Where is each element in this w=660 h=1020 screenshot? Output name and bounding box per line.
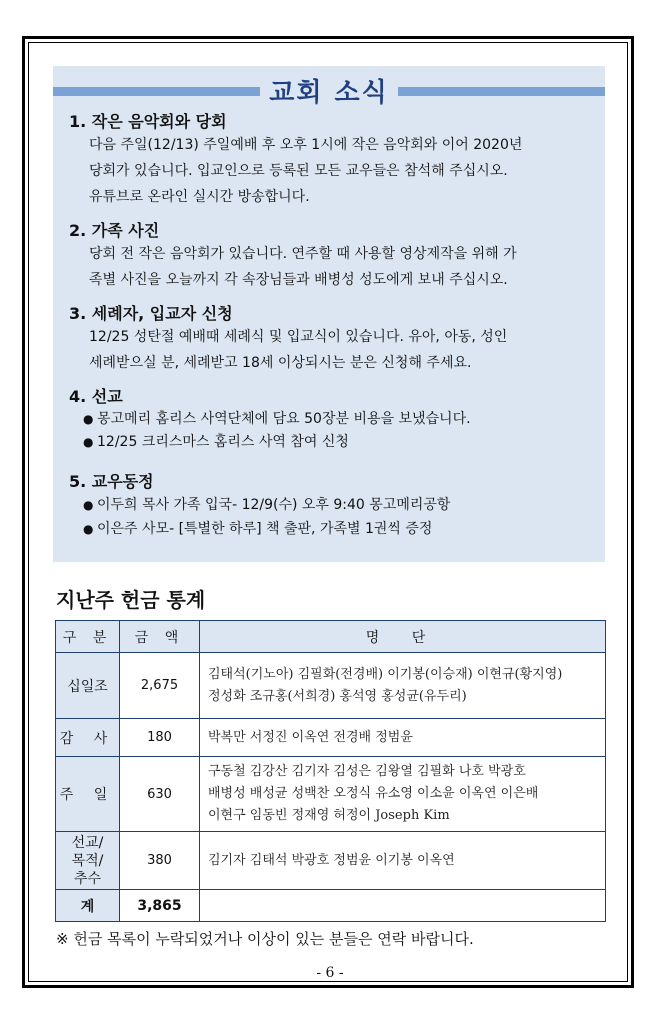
section-1-body [89, 132, 589, 210]
row-category: 주 일 [56, 757, 120, 832]
table-header-row [56, 621, 606, 653]
section-1-line: 유튜브로 온라인 실시간 방송합니다. [89, 189, 310, 205]
bullet-dot-icon: ● [83, 435, 94, 449]
title-bar-left [53, 87, 260, 96]
section-3-body [89, 324, 589, 376]
header-amount: 금 액 [120, 621, 200, 653]
section-5-bullet [83, 518, 432, 540]
row-names [200, 757, 606, 832]
offering-title: 지난주 헌금 통계 [56, 588, 206, 612]
bullet-text: 이은주 사모- [특별한 하루] 책 출판, 가족별 1권씩 증정 [97, 521, 433, 537]
category-line: 선교/ [71, 834, 104, 851]
bullet-text: 12/25 크리스마스 홈리스 사역 참여 신청 [97, 434, 349, 450]
section-2-body [89, 241, 589, 293]
table-row [56, 719, 606, 757]
names-line: 정성화 조규홍(서희경) 홍석영 홍성균(유두리) [208, 688, 467, 704]
section-2-line: 족별 사진을 오늘까지 각 속장님들과 배병성 성도에게 보내 주십시오. [89, 272, 508, 288]
row-names [200, 653, 606, 719]
bullet-text: 몽고메리 홈리스 사역단체에 담요 50장분 비용을 보냈습니다. [97, 411, 471, 427]
row-category [56, 832, 120, 890]
section-3-line: 세례받으실 분, 세례받고 18세 이상되시는 분은 신청해 주세요. [89, 355, 472, 371]
header-names: 명 단 [200, 621, 606, 653]
names-line: 이현구 임동빈 정재영 허정이 Joseph Kim [208, 808, 450, 823]
bullet-text: 이두희 목사 가족 입국- 12/9(수) 오후 9:40 몽고메리공항 [97, 497, 451, 513]
row-amount: 630 [120, 757, 200, 832]
total-label: 계 [56, 890, 120, 922]
section-2-heading: 2. 가족 사진 [69, 221, 160, 240]
names-line: 김태석(기노아) 김필화(전경배) 이기봉(이승재) 이현규(황지영) [208, 666, 563, 682]
category-line: 추수 [73, 870, 102, 887]
total-amount: 3,865 [120, 890, 200, 922]
row-category: 십일조 [56, 653, 120, 719]
bullet-dot-icon: ● [83, 498, 94, 512]
section-5-bullet [83, 494, 450, 516]
section-4-bullet [83, 408, 471, 430]
names-line: 구동철 김강산 김기자 김성은 김왕열 김필화 나호 박광호 [208, 764, 526, 779]
section-1-line: 다음 주일(12/13) 주일예배 후 오후 1시에 작은 음악회와 이어 2020년 [89, 137, 523, 153]
offering-table [55, 620, 606, 922]
table-total-row [56, 890, 606, 922]
row-category: 감 사 [56, 719, 120, 757]
bullet-dot-icon: ● [83, 522, 94, 536]
row-amount: 180 [120, 719, 200, 757]
title-bar-right [398, 87, 605, 96]
church-news-box [53, 66, 605, 562]
section-3-heading: 3. 세례자, 입교자 신청 [69, 304, 233, 323]
section-3-line: 12/25 성탄절 예배때 세례식 및 입교식이 있습니다. 유아, 아동, 성인 [89, 329, 508, 345]
total-empty-cell [200, 890, 606, 922]
table-row [56, 757, 606, 832]
category-line: 목적/ [71, 852, 104, 869]
row-names [200, 832, 606, 890]
table-row [56, 653, 606, 719]
news-title: 교회 소식 [269, 78, 389, 108]
header-category: 구 분 [56, 621, 120, 653]
bullet-dot-icon: ● [83, 412, 94, 426]
names-line: 배병성 배성균 성백찬 오정식 유소영 이소윤 이옥연 이은배 [208, 786, 539, 801]
section-4-bullet [83, 431, 349, 453]
row-names [200, 719, 606, 757]
section-5-heading: 5. 교우동정 [69, 472, 154, 491]
page-number: - 6 - [316, 965, 344, 981]
table-row [56, 832, 606, 890]
names-line: 박복만 서정진 이옥연 전경배 정범윤 [208, 729, 413, 745]
names-line: 김기자 김태석 박광호 정범윤 이기봉 이옥연 [208, 852, 455, 868]
section-4-heading: 4. 선교 [69, 387, 123, 406]
section-1-line: 당회가 있습니다. 입교인으로 등록된 모든 교우들은 참석해 주십시오. [89, 163, 508, 179]
section-2-line: 당회 전 작은 음악회가 있습니다. 연주할 때 사용할 영상제작을 위해 가 [89, 246, 517, 262]
section-1-heading: 1. 작은 음악회와 당회 [69, 112, 227, 131]
row-amount: 2,675 [120, 653, 200, 719]
footnote: ※ 헌금 목록이 누락되었거나 이상이 있는 분들은 연락 바랍니다. [56, 930, 474, 948]
row-amount: 380 [120, 832, 200, 890]
